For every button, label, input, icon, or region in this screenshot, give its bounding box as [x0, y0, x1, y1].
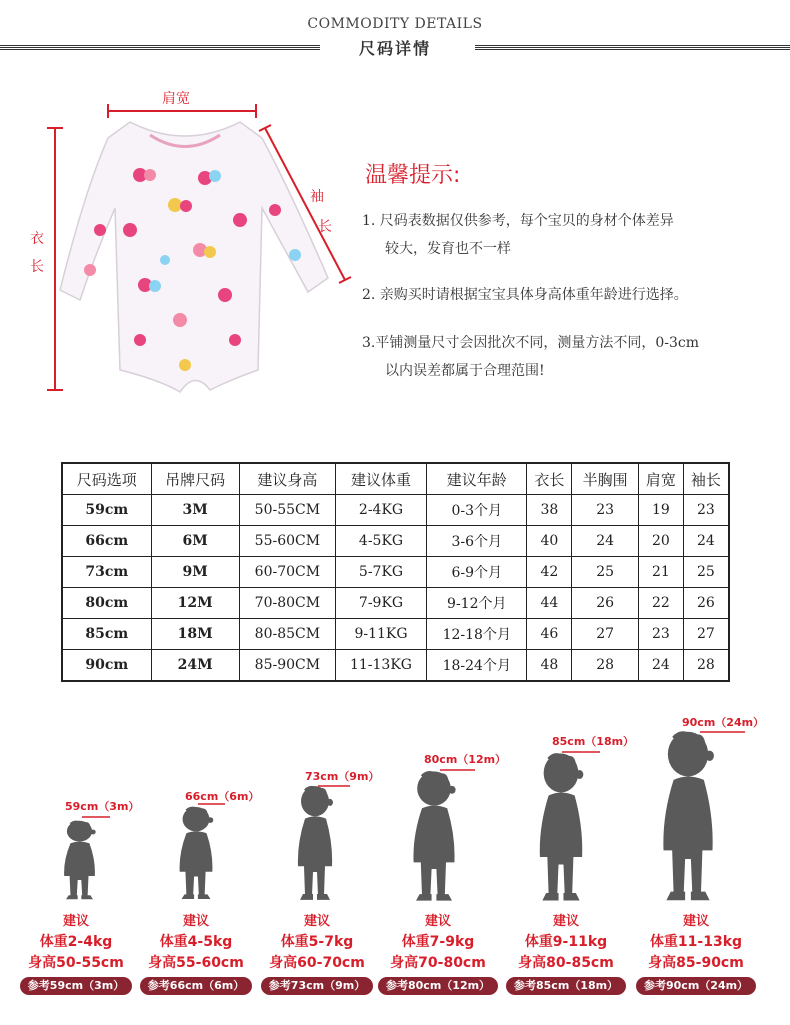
- header-title-zh: 尺码详情: [358, 39, 431, 58]
- suggest-label: 建议: [424, 914, 451, 929]
- kid-info-66: [136, 912, 256, 995]
- tip-3: [362, 329, 699, 385]
- reference-badge: 参考73cm（9m）: [261, 977, 373, 995]
- sleeve-label-1: 袖: [310, 189, 324, 205]
- table-cell: 55-60CM: [239, 526, 335, 557]
- kid-info-85: [506, 912, 626, 995]
- table-row: [62, 588, 729, 619]
- table-cell: 9-11KG: [335, 619, 426, 650]
- table-header-cell: 建议身高: [239, 463, 335, 495]
- table-cell: 6-9个月: [427, 557, 527, 588]
- kid-silhouette-73: [298, 786, 333, 900]
- table-cell: 24: [683, 526, 729, 557]
- tip-1-line-b: 较大，发育也不一样: [385, 241, 511, 257]
- table-cell: 85-90CM: [239, 650, 335, 682]
- weight-label: 体重5-7kg: [280, 934, 354, 950]
- table-cell: 90cm: [62, 650, 151, 682]
- sleeve-label-2: 长: [318, 219, 332, 235]
- table-header-cell: 建议年龄: [427, 463, 527, 495]
- weight-label: 体重11-13kg: [649, 934, 743, 950]
- table-cell: 28: [572, 650, 639, 682]
- tips-title: 温馨提示:: [365, 163, 461, 188]
- table-cell: 22: [638, 588, 683, 619]
- suggest-label: 建议: [182, 914, 209, 929]
- table-cell: 24: [638, 650, 683, 682]
- kid-silhouette-90: [663, 731, 714, 900]
- table-cell: 80cm: [62, 588, 151, 619]
- height-label: 身高60-70cm: [269, 955, 365, 971]
- kid-silhouette-85: [540, 753, 584, 900]
- table-row: [62, 650, 729, 682]
- table-cell: 70-80CM: [239, 588, 335, 619]
- tip-2: 2. 亲购买时请根据宝宝具体身高体重年龄进行选择。: [362, 287, 688, 303]
- table-cell: 23: [683, 495, 729, 526]
- table-cell: 25: [683, 557, 729, 588]
- reference-badge: 参考80cm（12m）: [378, 977, 498, 995]
- height-label: 身高80-85cm: [518, 955, 614, 971]
- tip-3-line-b: 以内误差都属于合理范围!: [385, 363, 545, 379]
- kid-height-label-90: 90cm（24m）: [682, 716, 765, 729]
- table-header-cell: 衣长: [527, 463, 572, 495]
- height-label: 身高70-80cm: [390, 955, 486, 971]
- table-cell: 28: [683, 650, 729, 682]
- table-cell: 3M: [151, 495, 239, 526]
- kid-silhouette-80: [413, 771, 455, 901]
- kid-info-80: [378, 912, 498, 995]
- table-cell: 24M: [151, 650, 239, 682]
- table-cell: 23: [638, 619, 683, 650]
- table-cell: 27: [572, 619, 639, 650]
- table-header-cell: 袖长: [683, 463, 729, 495]
- length-label-2: 长: [30, 259, 44, 275]
- table-cell: 7-9KG: [335, 588, 426, 619]
- table-cell: 44: [527, 588, 572, 619]
- table-header-cell: 尺码选项: [62, 463, 151, 495]
- reference-badge: 参考59cm（3m）: [20, 977, 132, 995]
- table-cell: 42: [527, 557, 572, 588]
- kid-height-label-85: 85cm（18m）: [552, 735, 635, 748]
- table-header-cell: 半胸围: [572, 463, 639, 495]
- table-cell: 85cm: [62, 619, 151, 650]
- table-cell: 19: [638, 495, 683, 526]
- table-cell: 38: [527, 495, 572, 526]
- kid-info-90: [636, 912, 756, 995]
- table-cell: 40: [527, 526, 572, 557]
- table-cell: 73cm: [62, 557, 151, 588]
- table-row: [62, 495, 729, 526]
- table-cell: 66cm: [62, 526, 151, 557]
- length-label-1: 衣: [30, 231, 44, 247]
- table-cell: 9M: [151, 557, 239, 588]
- table-cell: 6M: [151, 526, 239, 557]
- table-row: [62, 526, 729, 557]
- table-row: [62, 557, 729, 588]
- table-cell: 3-6个月: [427, 526, 527, 557]
- table-cell: 50-55CM: [239, 495, 335, 526]
- height-label: 身高85-90cm: [648, 955, 744, 971]
- tip-1-line-a: 1. 尺码表数据仅供参考，每个宝贝的身材个体差异: [362, 213, 674, 229]
- suggest-label: 建议: [62, 914, 89, 929]
- table-header-row: [62, 463, 729, 495]
- weight-label: 体重9-11kg: [524, 934, 608, 950]
- height-label: 身高55-60cm: [148, 955, 244, 971]
- suggest-label: 建议: [303, 914, 330, 929]
- kid-silhouette-59: [64, 821, 96, 900]
- tip-3-line-a: 3.平铺测量尺寸会因批次不同，测量方法不同，0-3cm: [362, 335, 700, 351]
- table-cell: 12M: [151, 588, 239, 619]
- table-cell: 5-7KG: [335, 557, 426, 588]
- weight-label: 体重2-4kg: [39, 934, 113, 950]
- garment-diagram: [0, 80, 360, 410]
- table-header-cell: 吊牌尺码: [151, 463, 239, 495]
- table-cell: 12-18个月: [427, 619, 527, 650]
- kid-info-73: [257, 912, 377, 995]
- table-cell: 20: [638, 526, 683, 557]
- reference-badge: 参考66cm（6m）: [140, 977, 252, 995]
- kid-info-59: [16, 912, 136, 995]
- table-cell: 25: [572, 557, 639, 588]
- suggest-label: 建议: [682, 914, 709, 929]
- table-cell: 11-13KG: [335, 650, 426, 682]
- table-cell: 18M: [151, 619, 239, 650]
- table-cell: 46: [527, 619, 572, 650]
- table-cell: 4-5KG: [335, 526, 426, 557]
- suggest-label: 建议: [552, 914, 579, 929]
- table-cell: 0-3个月: [427, 495, 527, 526]
- kid-height-label-66: 66cm（6m）: [185, 790, 260, 803]
- reference-badge: 参考85cm（18m）: [506, 977, 626, 995]
- tip-1: [362, 207, 674, 263]
- height-label: 身高50-55cm: [28, 955, 124, 971]
- table-cell: 2-4KG: [335, 495, 426, 526]
- table-cell: 48: [527, 650, 572, 682]
- table-cell: 18-24个月: [427, 650, 527, 682]
- table-header-cell: 建议体重: [335, 463, 426, 495]
- kid-silhouette-66: [180, 807, 214, 899]
- kid-height-label-73: 73cm（9m）: [305, 770, 380, 783]
- table-header-cell: 肩宽: [638, 463, 683, 495]
- table-cell: 59cm: [62, 495, 151, 526]
- kid-height-label-59: 59cm（3m）: [65, 800, 140, 813]
- size-table: [61, 462, 730, 682]
- table-cell: 24: [572, 526, 639, 557]
- table-cell: 26: [683, 588, 729, 619]
- weight-label: 体重7-9kg: [401, 934, 475, 950]
- table-cell: 27: [683, 619, 729, 650]
- reference-badge: 参考90cm（24m）: [636, 977, 756, 995]
- table-cell: 9-12个月: [427, 588, 527, 619]
- table-row: [62, 619, 729, 650]
- table-cell: 60-70CM: [239, 557, 335, 588]
- table-cell: 21: [638, 557, 683, 588]
- table-cell: 23: [572, 495, 639, 526]
- kid-height-label-80: 80cm（12m）: [424, 753, 507, 766]
- shoulder-label: 肩宽: [162, 91, 190, 107]
- weight-label: 体重4-5kg: [159, 934, 233, 950]
- header-title-en: COMMODITY DETAILS: [307, 16, 483, 32]
- table-cell: 26: [572, 588, 639, 619]
- table-cell: 80-85CM: [239, 619, 335, 650]
